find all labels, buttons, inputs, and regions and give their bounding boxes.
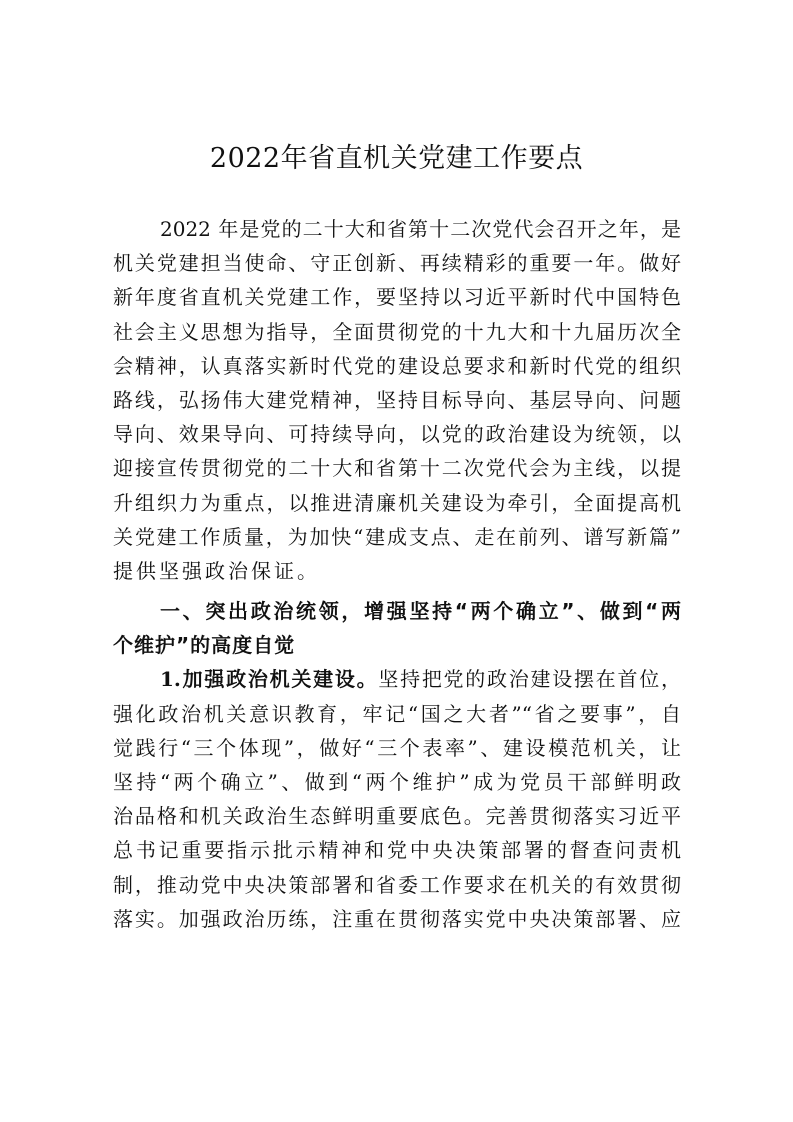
- paragraph-line: 总书记重要指示批示精神和党中央决策部署的督查问责机: [113, 838, 681, 863]
- paragraph-line: 会精神，认真落实新时代党的建设总要求和新时代党的组织: [113, 353, 681, 378]
- paragraph-line: 导向、效果导向、可持续导向，以党的政治建设为统领，以: [113, 422, 681, 447]
- document-title: 2022年省直机关党建工作要点: [209, 143, 584, 174]
- paragraph-line: 新年度省直机关党建工作，要坚持以习近平新时代中国特色: [113, 285, 681, 310]
- section-heading-line: 个维护”的高度自觉: [113, 633, 296, 658]
- paragraph-line: 制，推动党中央决策部署和省委工作要求在机关的有效贯彻: [113, 872, 681, 897]
- section-heading-line: 一、突出政治统领，增强坚持“两个确立”、做到“两: [160, 599, 681, 624]
- paragraph-line: 路线，弘扬伟大建党精神，坚持目标导向、基层导向、问题: [113, 387, 681, 412]
- paragraph-line: 机关党建担当使命、守正创新、再续精彩的重要一年。做好: [113, 251, 681, 276]
- document-body: [113, 212, 681, 936]
- paragraph-line: 治品格和机关政治生态鲜明重要底色。完善贯彻落实习近平: [113, 804, 681, 829]
- paragraph-line: 觉践行“三个体现”，做好“三个表率”、建设模范机关，让: [113, 735, 681, 760]
- paragraph-line: 升组织力为重点，以推进清廉机关建设为牵引，全面提高机: [113, 490, 681, 515]
- paragraph-line: 社会主义思想为指导，全面贯彻党的十九大和十九届历次全: [113, 319, 681, 344]
- paragraph-line: 提供坚强政治保证。: [113, 558, 320, 583]
- item-lead: 1.加强政治机关建设。: [160, 667, 379, 692]
- item-first-line: [113, 662, 681, 696]
- paragraph-line: 坚持“两个确立”、做到“两个维护”成为党员干部鲜明政: [113, 770, 681, 794]
- paragraph-line: 强化政治机关意识教育，牢记“国之大者”“省之要事”，自: [113, 701, 681, 726]
- paragraph-line: 关党建工作质量，为加快“建成支点、走在前列、谱写新篇”: [113, 524, 681, 549]
- item-text: 坚持把党的政治建设摆在首位，: [378, 667, 681, 692]
- paragraph-line: 迎接宣传贯彻党的二十大和省第十二次党代会为主线，以提: [113, 456, 681, 481]
- paragraph-line: 2022 年是党的二十大和省第十二次党代会召开之年，是: [160, 217, 681, 241]
- paragraph-line: 落实。加强政治历练，注重在贯彻落实党中央决策部署、应: [113, 906, 681, 931]
